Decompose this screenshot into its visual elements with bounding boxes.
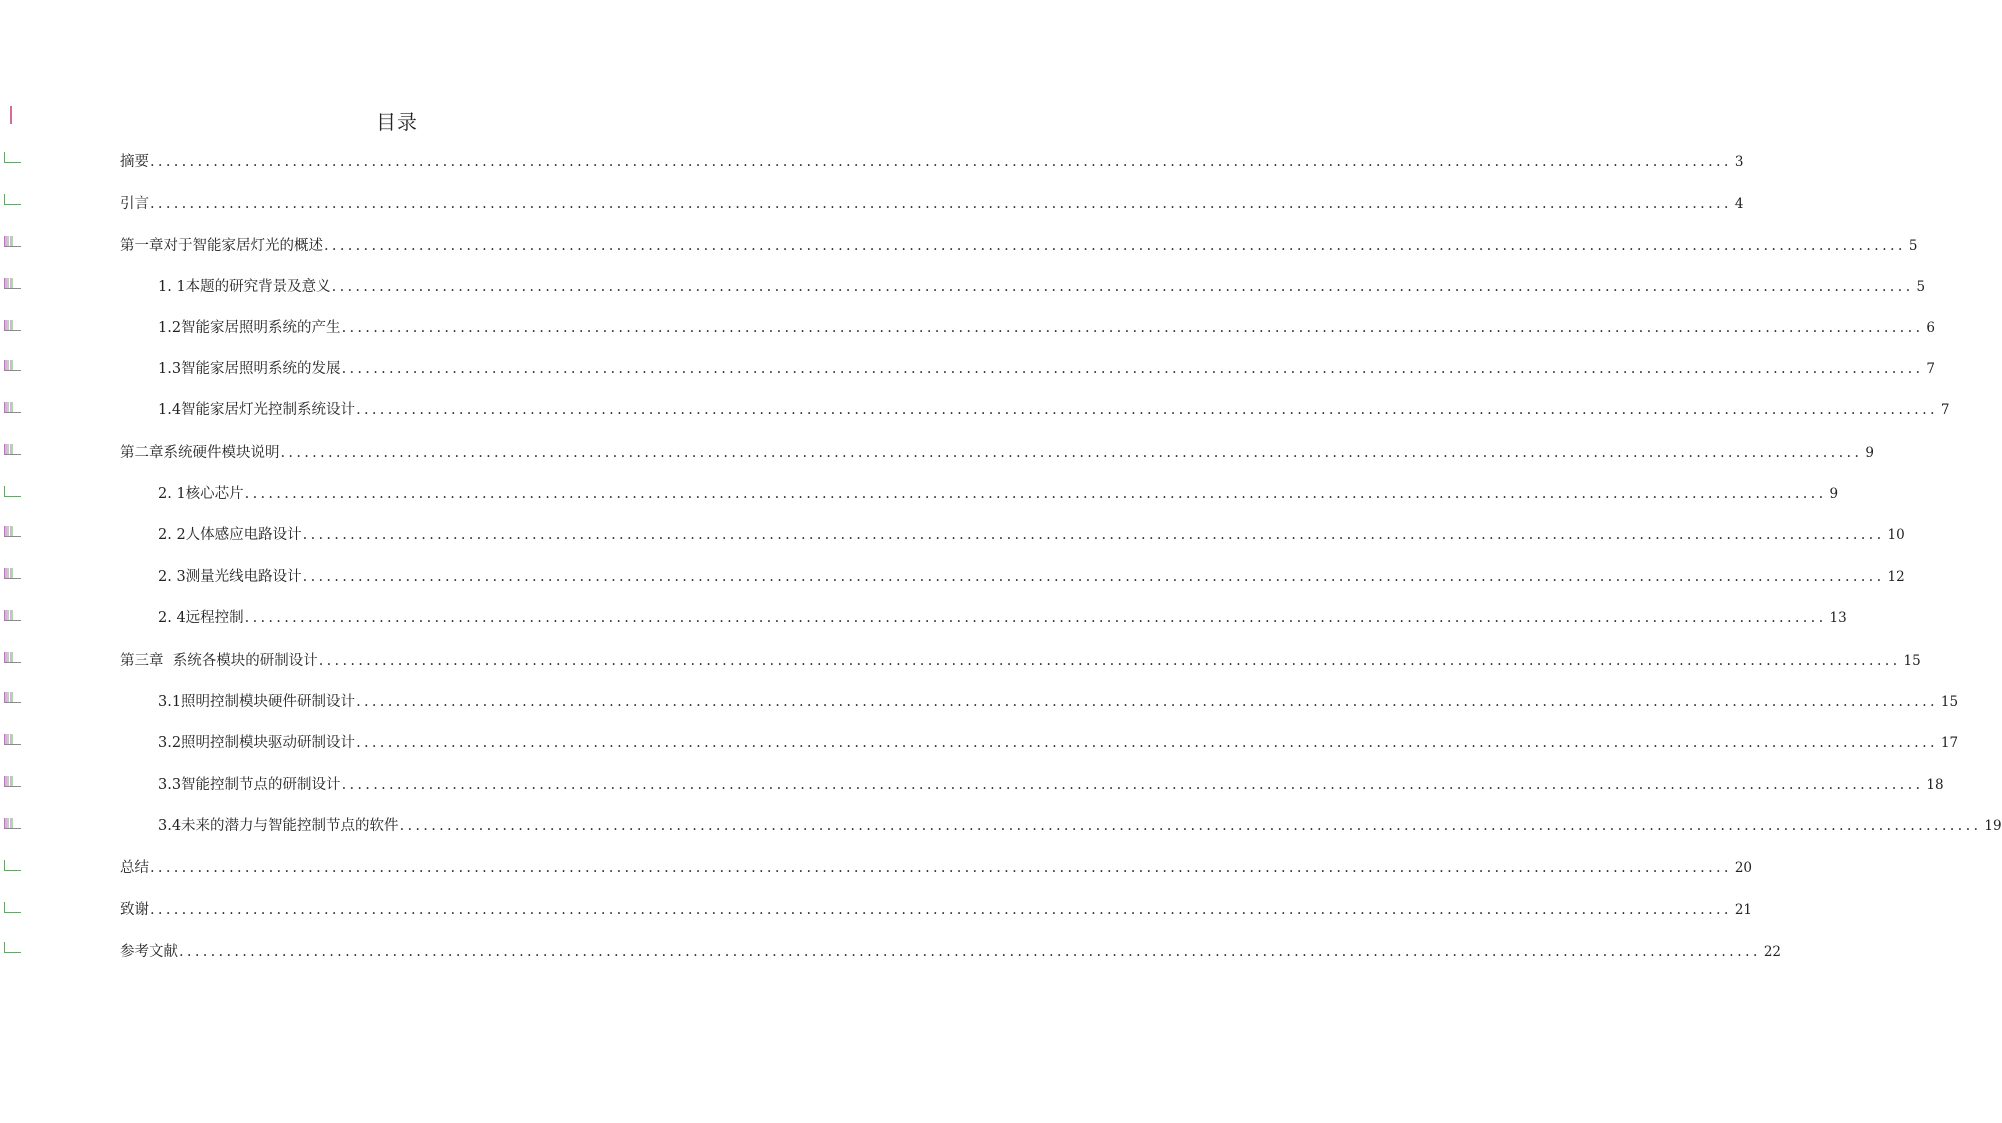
toc-entry-label: 第二章系统硬件模块说明: [120, 445, 280, 461]
margin-mark-icon: [4, 194, 21, 205]
page-title: 目录: [376, 110, 418, 134]
toc-entry-page: 18: [1926, 777, 1944, 793]
margin-mark-icon: [4, 652, 21, 663]
toc-entry-label: 摘要: [120, 154, 149, 170]
toc-leader: ........................................................................................................................................................................................................: [324, 238, 1906, 254]
margin-mark-icon: [4, 152, 21, 163]
toc-entry-page: 5: [1916, 279, 1926, 295]
margin-mark-icon: [4, 360, 21, 371]
margin-mark-icon: [4, 486, 21, 497]
margin-mark-icon: [4, 236, 21, 247]
toc-entry-page: 9: [1829, 486, 1839, 502]
toc-leader: ........................................................................................................................................................................................................: [150, 860, 1732, 876]
toc-entry-3-1[interactable]: [158, 690, 1959, 714]
toc-entry-page: 15: [1940, 694, 1959, 710]
toc-entry-2-4[interactable]: [158, 606, 1847, 630]
toc-entry-label: 第一章对于智能家居灯光的概述: [120, 238, 323, 254]
toc-entry-2-3[interactable]: [158, 565, 1905, 589]
toc-entry-3-2[interactable]: [158, 731, 1959, 755]
toc-leader: ........................................................................................................................................................................................................: [150, 154, 1732, 170]
toc-entry-label: 1. 1本题的研究背景及意义: [158, 279, 331, 295]
toc-entry-chapter-1[interactable]: [120, 234, 1918, 258]
toc-entry-3-4[interactable]: [158, 814, 2002, 838]
toc-entry-1-1[interactable]: [158, 275, 1926, 299]
toc-leader: ........................................................................................................................................................................................................: [341, 361, 1924, 377]
toc-entry-page: 19: [1984, 818, 2002, 834]
toc-entry-summary[interactable]: [120, 856, 1753, 880]
toc-entry-abstract[interactable]: [120, 150, 1744, 174]
toc-leader: ........................................................................................................................................................................................................: [331, 279, 1914, 295]
margin-mark-icon: [4, 692, 21, 703]
toc-entry-page: 20: [1734, 860, 1753, 876]
toc-entry-label: 3.2照明控制模块驱动研制设计: [158, 735, 356, 751]
toc-entry-page: 12: [1887, 569, 1905, 585]
toc-entry-label: 2. 2人体感应电路设计: [158, 527, 302, 543]
toc-leader: ........................................................................................................................................................................................................: [318, 653, 1901, 669]
toc-entry-label: 1.3智能家居照明系统的发展: [158, 361, 341, 377]
toc-entry-1-2[interactable]: [158, 316, 1935, 340]
margin-mark-icon: [4, 568, 21, 579]
toc-entry-label: 1.2智能家居照明系统的产生: [158, 320, 341, 336]
toc-entry-page: 22: [1763, 944, 1782, 960]
margin-mark-icon: [4, 402, 21, 413]
toc-leader: ........................................................................................................................................................................................................: [302, 569, 1885, 585]
toc-leader: ........................................................................................................................................................................................................: [341, 320, 1924, 336]
toc-entry-page: 5: [1908, 238, 1918, 254]
toc-entry-label: 致谢: [120, 902, 149, 918]
toc-entry-label: 引言: [120, 196, 149, 212]
margin-mark-icon: [4, 776, 21, 787]
toc-entry-page: 7: [1940, 402, 1950, 418]
toc-entry-page: 6: [1926, 320, 1935, 336]
toc-entry-page: 15: [1903, 653, 1921, 669]
toc-entry-label: 第三章 系统各模块的研制设计: [120, 653, 318, 669]
toc-entry-label: 参考文献: [120, 944, 178, 960]
toc-entry-2-2[interactable]: [158, 523, 1905, 547]
toc-leader: ........................................................................................................................................................................................................: [150, 902, 1732, 918]
toc-entry-label: 2. 4远程控制: [158, 610, 244, 626]
toc-leader: ........................................................................................................................................................................................................: [244, 486, 1827, 502]
toc-entry-page: 10: [1887, 527, 1905, 543]
toc-leader: ........................................................................................................................................................................................................: [150, 196, 1732, 212]
toc-leader: ........................................................................................................................................................................................................: [302, 527, 1885, 543]
toc-entry-1-4[interactable]: [158, 398, 1950, 422]
toc-leader: ........................................................................................................................................................................................................: [356, 735, 1938, 751]
toc-leader: ........................................................................................................................................................................................................: [179, 944, 1761, 960]
toc-entry-introduction[interactable]: [120, 192, 1744, 216]
toc-entry-page: 4: [1734, 196, 1744, 212]
margin-mark-icon: [4, 526, 21, 537]
toc-entry-chapter-3[interactable]: [120, 649, 1921, 673]
toc-entry-references[interactable]: [120, 940, 1782, 964]
margin-mark-icon: [4, 278, 21, 289]
toc-entry-page: 9: [1865, 445, 1874, 461]
toc-entry-page: 7: [1926, 361, 1935, 377]
toc-entry-label: 总结: [120, 860, 149, 876]
toc-entry-3-3[interactable]: [158, 773, 1944, 797]
margin-mark-icon: [4, 444, 21, 455]
toc-entry-page: 17: [1940, 735, 1959, 751]
margin-mark-icon: [4, 902, 21, 913]
toc-entry-page: 3: [1734, 154, 1744, 170]
toc-entry-page: 21: [1734, 902, 1753, 918]
toc-entry-label: 2. 1核心芯片: [158, 486, 244, 502]
toc-leader: ........................................................................................................................................................................................................: [356, 694, 1938, 710]
toc-entry-acknowledgements[interactable]: [120, 898, 1753, 922]
margin-mark-icon: [4, 818, 21, 829]
toc-entry-1-3[interactable]: [158, 357, 1935, 381]
margin-mark-icon: [4, 734, 21, 745]
toc-leader: ........................................................................................................................................................................................................: [244, 610, 1827, 626]
margin-mark-icon: [4, 942, 21, 953]
toc-leader: ........................................................................................................................................................................................................: [280, 445, 1863, 461]
toc-leader: ........................................................................................................................................................................................................: [356, 402, 1938, 418]
toc-entry-label: 3.4未来的潜力与智能控制节点的软件: [158, 818, 399, 834]
margin-mark-icon: [10, 106, 16, 124]
toc-entry-label: 3.1照明控制模块硬件研制设计: [158, 694, 356, 710]
toc-leader: ........................................................................................................................................................................................................: [399, 818, 1982, 834]
toc-entry-2-1[interactable]: [158, 482, 1839, 506]
margin-mark-icon: [4, 320, 21, 331]
toc-leader: ........................................................................................................................................................................................................: [341, 777, 1924, 793]
margin-mark-icon: [4, 860, 21, 871]
toc-entry-page: 13: [1829, 610, 1847, 626]
toc-entry-chapter-2[interactable]: [120, 441, 1874, 465]
margin-mark-icon: [4, 610, 21, 621]
toc-entry-label: 3.3智能控制节点的研制设计: [158, 777, 341, 793]
toc-entry-label: 1.4智能家居灯光控制系统设计: [158, 402, 356, 418]
toc-entry-label: 2. 3测量光线电路设计: [158, 569, 302, 585]
